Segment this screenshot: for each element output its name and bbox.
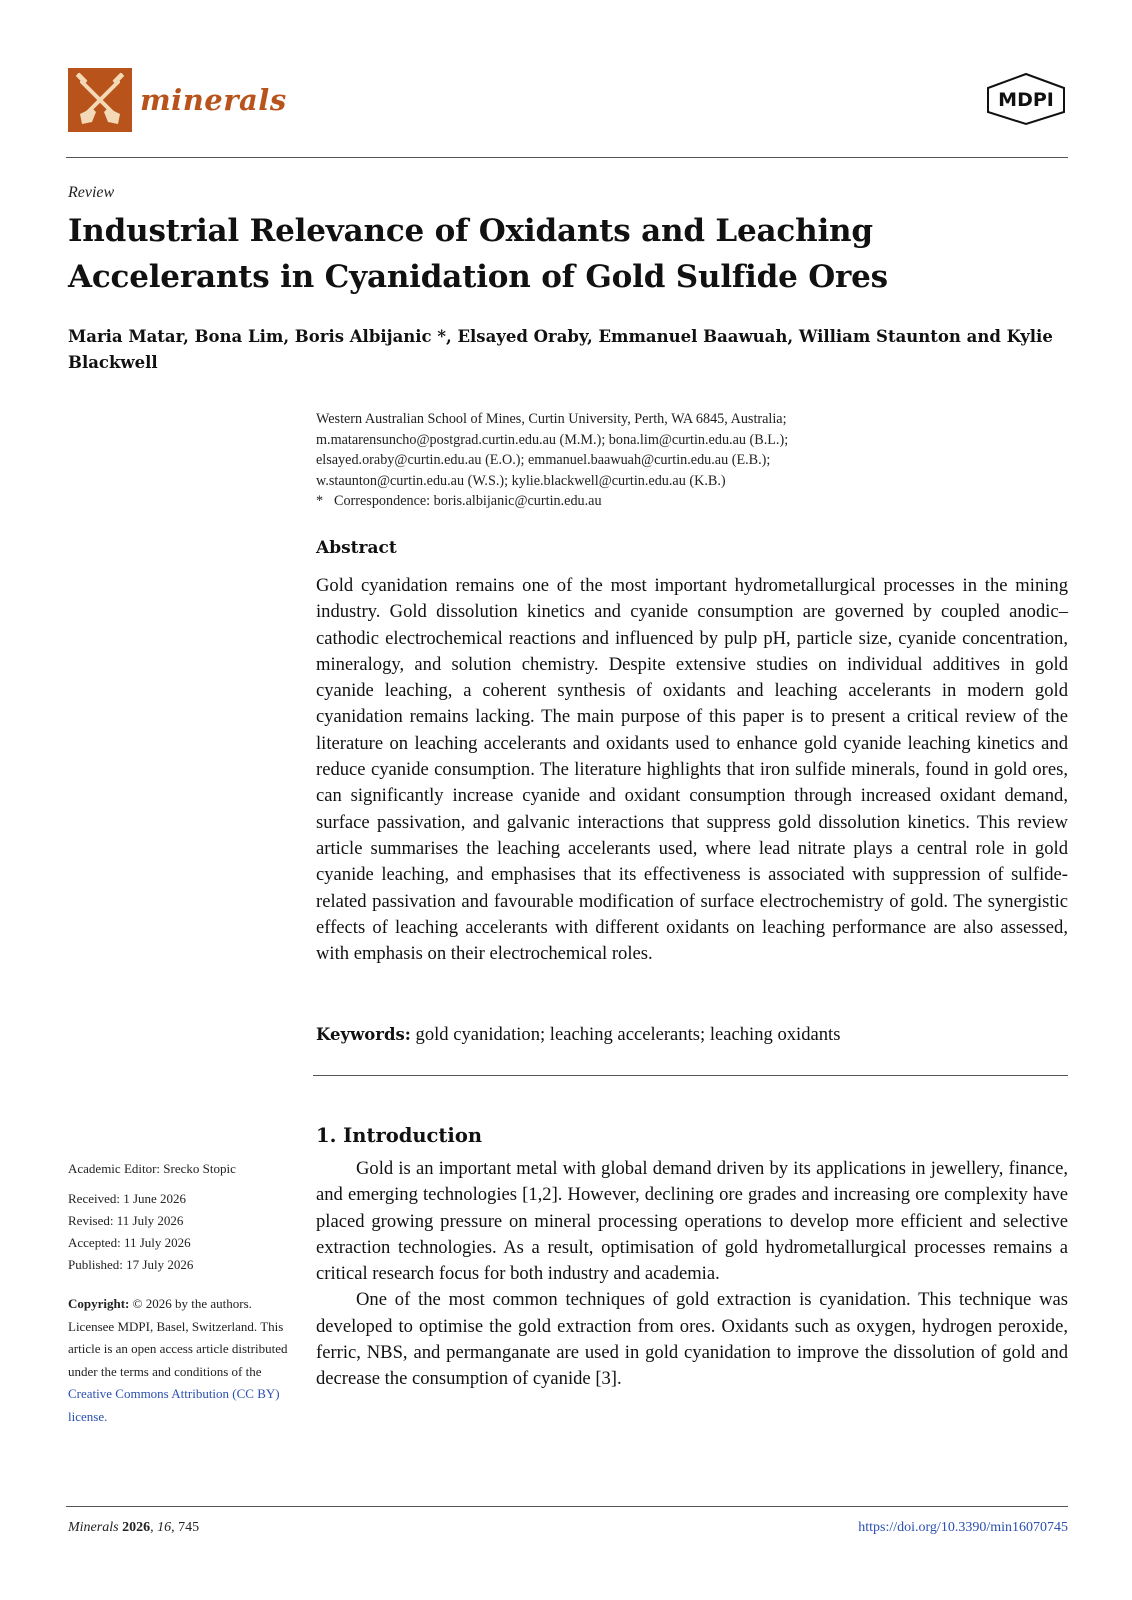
- affiliation-line: w.staunton@curtin.edu.au (W.S.); kylie.blackwell@curtin.edu.au (K.B.): [316, 472, 726, 489]
- author-list: Maria Matar, Bona Lim, Boris Albijanic *, Elsayed Oraby, Emmanuel Baawuah, William Staunton and Kylie Blackwell: [68, 327, 1053, 372]
- abstract-text: Gold cyanidation remains one of the most important hydrometallurgical processes in the mining industry. Gold dissolution kinetics and cyanide consumption are governed by coupled anodic–cathodic electrochemical reactions and influenced by pulp pH, particle size, cyanide concentration, mineralogy, and solution chemistry. Despite extensive studies on individual additives in gold cyanide leaching, a coherent synthesis of oxidants and leaching accelerants in modern gold cyanidation remains lacking. The main purpose of this paper is to present a critical review of the literature on leaching accelerants and oxidants used to enhance gold cyanide leaching kinetics and reduce cyanide consumption. The literature highlights that iron sulfide minerals, found in gold ores, can significantly increase cyanide and oxidant consumption through increased oxidant demand, surface passivation, and galvanic interactions that suppress gold dissolution kinetics. This review article summarises the leaching accelerants used, where lead nitrate plays a central role in gold cyanide leaching, and emphasises that its effectiveness is associated with suppression of sulfide-related passivation and favourable modification of surface electrochemistry of gold. The synergistic effects of leaching accelerants with different oxidants on leaching performance are also assessed, with emphasis on their electrochemical roles.: [316, 575, 1068, 965]
- abstract-divider: [313, 1075, 1068, 1076]
- footer-divider: [66, 1506, 1068, 1507]
- doi-link[interactable]: https://doi.org/10.3390/min16070745: [858, 1520, 1068, 1535]
- copyright-label: Copyright:: [68, 1296, 130, 1311]
- abstract-heading: Abstract: [316, 538, 397, 558]
- mdpi-logo[interactable]: [984, 72, 1068, 126]
- journal-logo[interactable]: [68, 68, 287, 132]
- article-title: Industrial Relevance of Oxidants and Leaching Accelerants in Cyanidation of Gold Sulfide Ores: [68, 213, 888, 295]
- copyright-notice: [68, 1293, 298, 1428]
- academic-editor: Academic Editor: Srecko Stopic: [68, 1161, 236, 1176]
- section-heading-introduction: 1. Introduction: [316, 1124, 483, 1147]
- journal-name: minerals: [140, 83, 287, 117]
- correspondence-email[interactable]: Correspondence: boris.albijanic@curtin.edu.au: [334, 493, 602, 509]
- article-type: Review: [68, 184, 115, 201]
- license-link[interactable]: Creative Commons Attribution (CC BY) license.: [68, 1386, 280, 1424]
- date-received: Received: 1 June 2026: [68, 1191, 187, 1206]
- date-revised: Revised: 11 July 2026: [68, 1213, 184, 1228]
- affiliation-line: Western Australian School of Mines, Curtin University, Perth, WA 6845, Australia;: [316, 411, 787, 427]
- copyright-text: © 2026 by the authors. Licensee MDPI, Basel, Switzerland. This article is an open access article distributed under the terms and conditions of the: [68, 1296, 288, 1379]
- introduction-body: [316, 1156, 1068, 1393]
- date-accepted: Accepted: 11 July 2026: [68, 1235, 191, 1250]
- paragraph: Gold is an important metal with global demand driven by its applications in jewellery, finance, and emerging technologies [1,2]. However, declining ore grades and increasing ore complexity have placed growing pressure on mineral processing operations to develop more efficient and selective extraction technologies. As a result, optimisation of gold hydrometallurgical processes remains a critical research focus for both industry and academia.: [316, 1158, 1068, 1285]
- paragraph: One of the most common techniques of gold extraction is cyanidation. This technique was developed to optimise the gold extraction from ores. Oxidants such as oxygen, hydrogen peroxide, ferric, NBS, and permanganate are used in gold cyanidation to improve the dissolution of gold and decrease the consumption of cyanide [3].: [316, 1289, 1068, 1390]
- correspondence-mark: *: [316, 493, 324, 509]
- affiliation-line: elsayed.oraby@curtin.edu.au (E.O.); emmanuel.baawuah@curtin.edu.au (E.B.);: [316, 452, 771, 468]
- footer-journal: Minerals: [68, 1520, 119, 1535]
- affiliation-block: [316, 409, 1076, 512]
- correspondence: [316, 491, 1076, 512]
- citation-info: Minerals 2026, 16, 745: [68, 1520, 200, 1535]
- header-divider: [66, 157, 1068, 158]
- footer-volume: 16: [157, 1520, 172, 1535]
- publication-dates: [68, 1188, 298, 1276]
- crossed-shovels-icon: [68, 68, 132, 132]
- footer-year: 2026: [122, 1520, 151, 1535]
- keywords-text: gold cyanidation; leaching accelerants; leaching oxidants: [415, 1024, 841, 1045]
- footer-article: 745: [178, 1520, 200, 1535]
- keywords: [316, 1024, 1068, 1046]
- date-published: Published: 17 July 2026: [68, 1257, 194, 1272]
- keywords-label: Keywords:: [316, 1025, 411, 1044]
- affiliation-line: m.matarensuncho@postgrad.curtin.edu.au (M.M.); bona.lim@curtin.edu.au (B.L.);: [316, 431, 789, 448]
- mdpi-logo-text: MDPI: [998, 89, 1054, 111]
